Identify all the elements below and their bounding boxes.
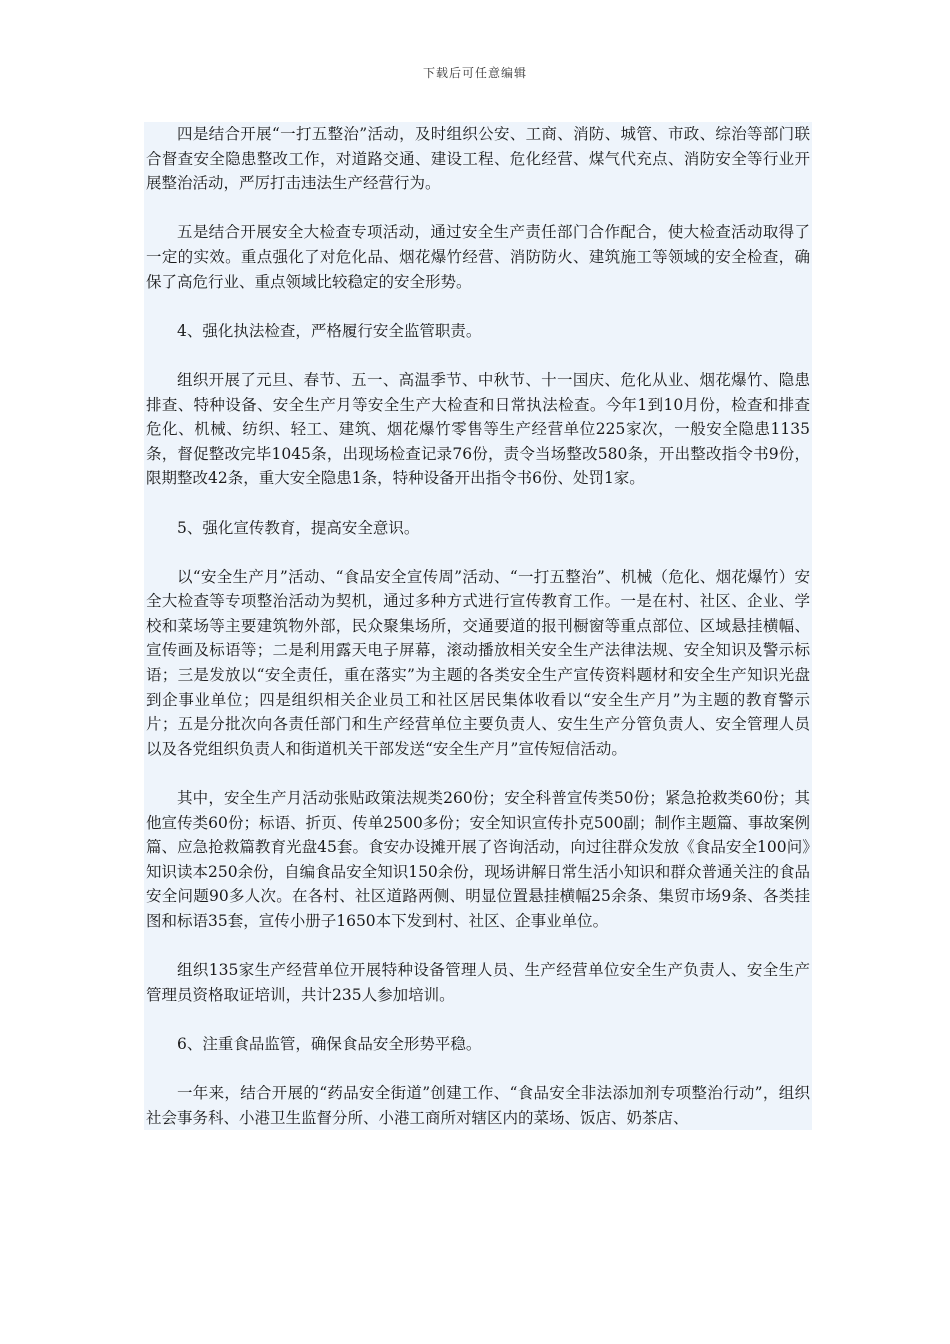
paragraph-item-5: 五是结合开展安全大检查专项活动，通过安全生产责任部门合作配合，使大检查活动取得了一定的实效。重点强化了对危化品、烟花爆竹经营、消防防火、建筑施工等领域的安全检查，确保了高危行业、重点领域比较稳定的安全形势。: [146, 223, 810, 291]
paragraph-inspection: 组织开展了元旦、春节、五一、高温季节、中秋节、十一国庆、危化从业、烟花爆竹、隐患排查、特种设备、安全生产月等安全生产大检查和日常执法检查。今年1到10月份，检查和排查危化、机械、纺织、轻工、建筑、烟花爆竹零售等生产经营单位225家次，一般安全隐患1135条，督促整改完毕1045条，出现场检查记录76份，责令当场整改580条，开出整改指令书9份，限期整改42条，重大安全隐患1条，特种设备开出指令书6份、处罚1家。: [146, 370, 810, 488]
section-heading-5: 5、强化宣传教育，提高安全意识。: [177, 518, 420, 537]
section-heading-6: 6、注重食品监管，确保食品安全形势平稳。: [177, 1034, 482, 1053]
paragraph-publicity: 以“安全生产月”活动、“食品安全宣传周”活动、“一打五整治”、机械（危化、烟花爆竹）安全大检查等专项整治活动为契机，通过多种方式进行宣传教育工作。一是在村、社区、企业、学校和菜场等主要建筑物外部，民众聚集场所，交通要道的报刊橱窗等重点部位、区域悬挂横幅、宣传画及标语等；二是利用露天电子屏幕，滚动播放相关安全生产法律法规、安全知识及警示标语；三是发放以“安全责任，重在落实”为主题的各类安全生产宣传资料题材和安全生产知识光盘到企事业单位；四是组织相关企业员工和社区居民集体收看以“安全生产月”为主题的教育警示片；五是分批次向各责任部门和生产经营单位主要负责人、安生生产分管负责人、安全管理人员以及各党组织负责人和街道机关干部发送“安全生产月”宣传短信活动。: [146, 567, 810, 758]
document-body: [144, 122, 812, 1130]
page-header: 下载后可任意编辑: [422, 66, 527, 80]
paragraph-food-safety: 一年来，结合开展的“药品安全街道”创建工作、“食品安全非法添加剂专项整治行动”，组织社会事务科、小港卫生监督分所、小港工商所对辖区内的菜场、饭店、奶茶店、: [146, 1084, 810, 1127]
section-heading-4: 4、强化执法检查，严格履行安全监管职责。: [177, 321, 482, 340]
paragraph-publicity-stats: 其中，安全生产月活动张贴政策法规类260份；安全科普宣传类50份；紧急抢救类60份；其他宣传类60份；标语、折页、传单2500多份；安全知识宣传扑克500副；制作主题篇、事故案例篇、应急抢救篇教育光盘45套。食安办设摊开展了咨询活动，向过往群众发放《食品安全100问》知识读本250余份，自编食品安全知识150余份，现场讲解日常生活小知识和群众普通关注的食品安全问题90多人次。在各村、社区道路两侧、明显位置悬挂横幅25余条、集贸市场9条、各类挂图和标语35套，宣传小册子1650本下发到村、社区、企事业单位。: [146, 789, 810, 930]
paragraph-item-4: 四是结合开展“一打五整治”活动，及时组织公安、工商、消防、城管、市政、综治等部门联合督查安全隐患整改工作，对道路交通、建设工程、危化经营、煤气代充点、消防安全等行业开展整治活动，严厉打击违法生产经营行为。: [146, 125, 810, 193]
paragraph-training: 组织135家生产经营单位开展特种设备管理人员、生产经营单位安全生产负责人、安全生产管理员资格取证培训，共计235人参加培训。: [146, 961, 810, 1004]
